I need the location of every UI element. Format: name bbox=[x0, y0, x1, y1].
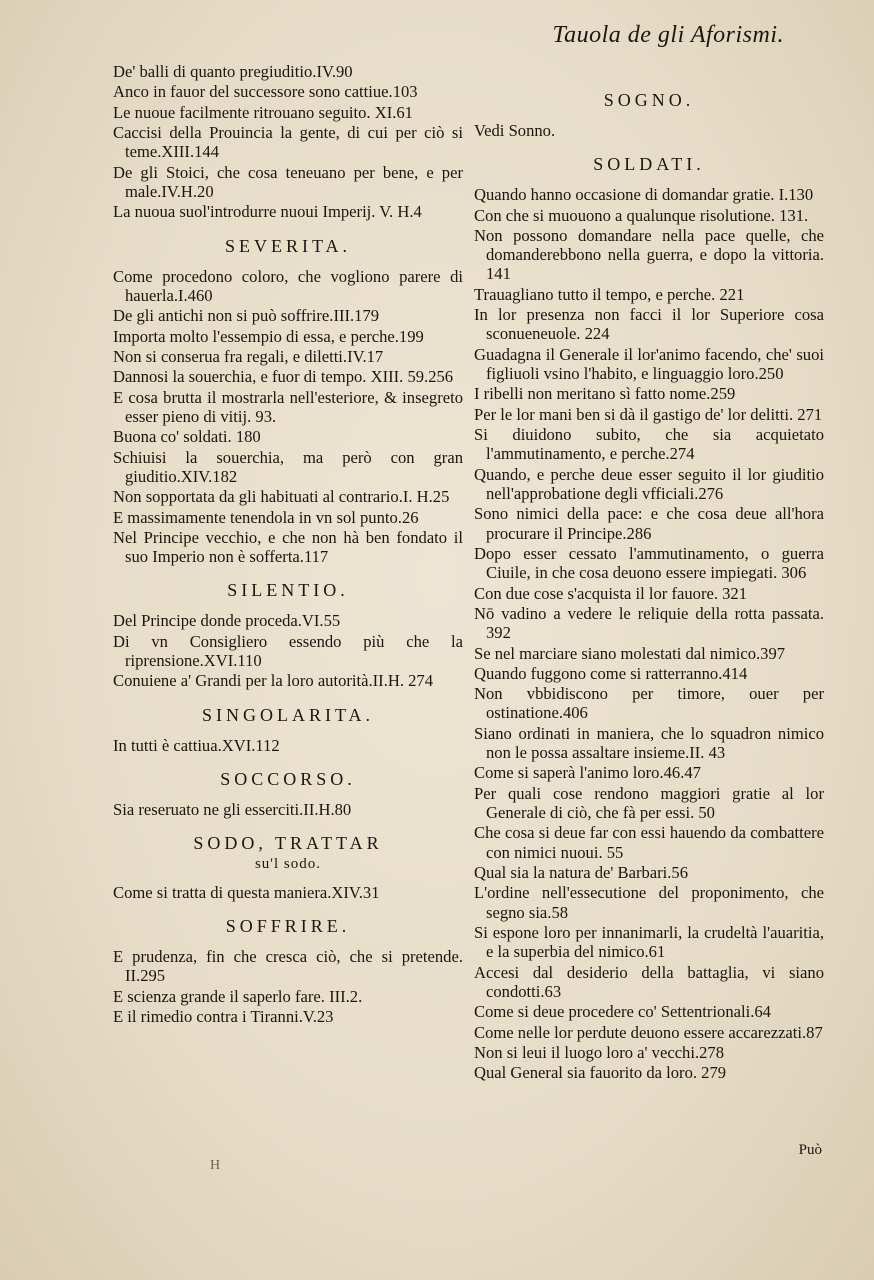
index-entry: Per quali cose rendono maggiori gratie al lor Generale di ciò, che fà per essi. 50 bbox=[474, 783, 824, 823]
index-entry: Se nel marciare siano molestati dal nimico.397 bbox=[474, 643, 786, 663]
index-entry: Trauagliano tutto il tempo, e perche. 221 bbox=[474, 284, 745, 304]
index-entry: Nel Principe vecchio, e che non hà ben fondato il suo Imperio non è sofferta.117 bbox=[113, 528, 463, 567]
section-heading bbox=[474, 90, 824, 111]
index-entry: E prudenza, fin che cresca ciò, che si pretende. II.295 bbox=[113, 947, 463, 986]
section-heading bbox=[113, 705, 463, 726]
section-heading-sub: su'l sodo. bbox=[254, 856, 322, 873]
index-entry: Non si leui il luogo loro a' vecchi.278 bbox=[474, 1043, 725, 1062]
right-column bbox=[474, 76, 824, 1084]
index-entry: Non si conserua fra regali, e diletti.IV.17 bbox=[113, 346, 384, 366]
section-heading-text: SOLDATI. bbox=[593, 154, 705, 175]
index-entry: Siano ordinati in maniera, che lo squadron nimico non le possa assaltare insieme.II. 43 bbox=[474, 723, 824, 763]
index-entry: Non possono domandare nella pace quelle, che domanderebbono nella guerra, e dopo la vittoria. 141 bbox=[474, 225, 824, 284]
section-heading bbox=[113, 833, 463, 873]
index-entry: Di vn Consigliero essendo più che la riprensione.XVI.110 bbox=[113, 631, 463, 671]
index-entry: Con che si muouono a qualunque risolutione. 131. bbox=[474, 205, 809, 225]
index-entry: Guadagna il Generale il lor'animo facendo, che' suoi figliuoli vsino l'habito, e linguaggio loro.250 bbox=[474, 344, 824, 383]
section-heading-text: SINGOLARITA. bbox=[201, 704, 375, 725]
index-entry: Caccisi della Prouincia la gente, di cui per ciò si teme.XIII.144 bbox=[113, 123, 463, 162]
index-entry: E il rimedio contra i Tiranni.V.23 bbox=[113, 1007, 334, 1027]
index-entry: Dannosi la souerchia, e fuor di tempo. XIII. 59.256 bbox=[113, 367, 454, 387]
index-entry: In lor presenza non facci il lor Superiore cosa sconueneuole. 224 bbox=[474, 305, 824, 344]
index-entry: Come nelle lor perdute deuono essere accarezzati.87 bbox=[474, 1022, 823, 1042]
index-entry: Accesi dal desiderio della battaglia, vi siano condotti.63 bbox=[474, 962, 824, 1001]
running-head: Tauola de gli Aforismi. bbox=[552, 22, 784, 48]
section-heading bbox=[474, 154, 824, 175]
index-entry: Qual General sia fauorito da loro. 279 bbox=[474, 1063, 727, 1083]
index-entry: Sono nimici della pace: e che cosa deue all'hora procurare il Principe.286 bbox=[474, 504, 824, 543]
index-entry: Non vbbidiscono per timore, ouer per ostinatione.406 bbox=[474, 684, 824, 723]
index-entry: De gli antichi non si può soffrire.III.179 bbox=[113, 306, 380, 326]
index-entry: Buona co' soldati. 180 bbox=[113, 427, 261, 447]
index-entry: Quando fuggono come si ratterranno.414 bbox=[474, 663, 748, 683]
section-heading bbox=[113, 580, 463, 601]
index-entry: Non sopportata da gli habituati al contrario.I. H.25 bbox=[113, 487, 450, 507]
index-entry: E massimamente tenendola in vn sol punto.26 bbox=[113, 507, 419, 527]
index-entry: Schiuisi la souerchia, ma però con gran giuditio.XIV.182 bbox=[113, 447, 463, 486]
index-entry: Dopo esser cessato l'ammutinamento, o guerra Ciuile, in che cosa deuono essere impiegati. 306 bbox=[474, 543, 824, 583]
section-heading bbox=[113, 769, 463, 790]
index-entry: Come si tratta di questa maniera.XIV.31 bbox=[113, 883, 380, 903]
index-entry: Come procedono coloro, che vogliono parere di hauerla.I.460 bbox=[113, 266, 463, 305]
section-heading-text: SOCCORSO. bbox=[220, 768, 356, 789]
index-entry: Vedi Sonno. bbox=[474, 121, 556, 140]
index-entry: Si diuidono subito, che sia acquietato l'ammutinamento, e perche.274 bbox=[474, 425, 824, 464]
section-heading bbox=[113, 236, 463, 257]
index-entry: Le nuoue facilmente ritrouano seguito. XI.61 bbox=[113, 102, 413, 122]
index-entry: Che cosa si deue far con essi hauendo da combattere con nimici nuoui. 55 bbox=[474, 823, 824, 862]
index-entry: I ribelli non meritano sì fatto nome.259 bbox=[474, 384, 736, 404]
section-heading-text: SILENTIO. bbox=[227, 580, 349, 601]
index-entry: E scienza grande il saperlo fare. III.2. bbox=[113, 986, 363, 1006]
index-entry: E cosa brutta il mostrarla nell'esteriore, & insegreto esser pieno di vitij. 93. bbox=[113, 387, 463, 426]
index-entry: Conuiene a' Grandi per la loro autorità.II.H. 274 bbox=[113, 671, 434, 691]
index-entry: Sia reseruato ne gli esserciti.II.H.80 bbox=[113, 799, 352, 819]
section-heading-text: SOGNO. bbox=[603, 90, 695, 110]
index-entry: Importa molto l'essempio di essa, e perche.199 bbox=[113, 326, 424, 346]
index-entry: Come si deue procedere co' Settentrionali.64 bbox=[474, 1002, 771, 1022]
index-entry: Del Principe donde proceda.VI.55 bbox=[113, 611, 341, 631]
index-entry: In tutti è cattiua.XVI.112 bbox=[113, 735, 280, 755]
signature-mark: H bbox=[210, 1158, 221, 1173]
index-entry: Quando, e perche deue esser seguito il lor giuditio nell'approbatione degli vfficiali.276 bbox=[474, 464, 824, 503]
index-entry: Qual sia la natura de' Barbari.56 bbox=[474, 863, 689, 883]
index-entry: De gli Stoici, che cosa teneuano per bene, e per male.IV.H.20 bbox=[113, 162, 463, 201]
catchword: Può bbox=[798, 1142, 822, 1158]
index-entry: L'ordine nell'essecutione del proponimento, che segno sia.58 bbox=[474, 883, 824, 922]
section-heading-text: SOFFRIRE. bbox=[225, 916, 351, 937]
index-entry: La nuoua suol'introdurre nuoui Imperij. V. H.4 bbox=[113, 202, 422, 222]
index-entry: De' balli di quanto pregiuditio.IV.90 bbox=[113, 62, 353, 81]
index-entry: Anco in fauor del successore sono cattiue.103 bbox=[113, 82, 418, 102]
index-entry: Si espone loro per innanimarli, la crudeltà l'auaritia, e la superbia del nimico.61 bbox=[474, 923, 824, 962]
index-entry: Come si saperà l'animo loro.46.47 bbox=[474, 763, 701, 783]
index-entry: Con due cose s'acquista il lor fauore. 321 bbox=[474, 583, 748, 603]
left-column bbox=[113, 62, 463, 1028]
section-heading-text: SEVERITA. bbox=[224, 235, 352, 256]
section-heading-text: SODO, TRATTAR bbox=[193, 833, 383, 854]
index-entry: Per le lor mani ben si dà il gastigo de' lor delitti. 271 bbox=[474, 404, 823, 424]
index-entry: Nō vadino a vedere le reliquie della rotta passata. 392 bbox=[474, 603, 824, 643]
section-heading bbox=[113, 916, 463, 937]
index-entry: Quando hanno occasione di domandar gratie. I.130 bbox=[474, 185, 814, 205]
